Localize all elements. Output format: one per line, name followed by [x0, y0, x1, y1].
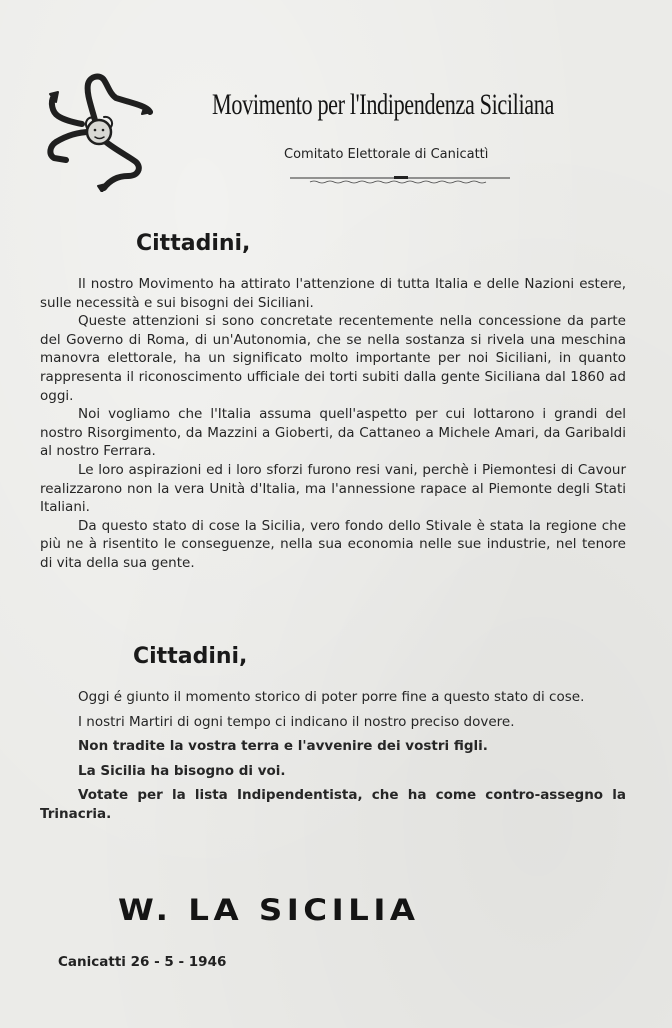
section-heading: Cittadini, [136, 231, 251, 256]
section-heading: Cittadini, [133, 644, 248, 669]
paragraph: Queste attenzioni si sono concretate recentemente nella concessione da parte del Governo di Roma, di un'Autonomia, che se nella sostanza si rivela una meschina manovra elettorale, ha un significato molto importante per noi Siciliani, in quanto rappresenta il riconoscimento ufficiale dei torti subiti dalla gente Siciliana dal 1860 ad oggi. [40, 313, 626, 404]
paragraph: Le loro aspirazioni ed i loro sforzi furono resi vani, perchè i Piemontesi di Cavour realizzarono non la vera Unità d'Italia, ma l'annessione rapace al Piemonte degli Stati Italiani. [40, 461, 626, 516]
paragraph: La Sicilia ha bisogno di voi. [78, 762, 286, 779]
ornamental-divider [290, 176, 510, 186]
committee-subtitle: Comitato Elettorale di Canicattì [284, 147, 489, 162]
place-date: Canicatti 26 - 5 - 1946 [58, 954, 227, 970]
paragraph: Votate per la lista Indipendentista, che ha come contro-assegno la Trinacria. [40, 787, 626, 822]
trinacria-icon [44, 72, 154, 192]
movement-title: Movimento per l'Indipendenza Siciliana [212, 88, 554, 121]
paragraph: Non tradite la vostra terra e l'avvenire dei vostri figli. [78, 738, 488, 755]
section-2-body [40, 688, 626, 830]
closing-slogan: W. LA SICILIA [118, 893, 420, 927]
paragraph: I nostri Martiri di ogni tempo ci indicano il nostro preciso dovere. [78, 713, 515, 730]
paragraph: Da questo stato di cose la Sicilia, vero fondo dello Stivale è stata la regione che più ne à risentito le conseguenze, nella sua economia nelle sue industrie, nel tenore di vita della sua gente. [40, 517, 626, 571]
paragraph: Oggi é giunto il momento storico di poter porre fine a questo stato di cose. [78, 689, 585, 705]
section-1-body [40, 275, 626, 573]
paragraph: Noi vogliamo che l'Italia assuma quell'aspetto per cui lottarono i grandi del nostro Risorgimento, da Mazzini a Gioberti, da Cattaneo a Michele Amari, da Garibaldi al nostro Ferrara. [40, 406, 626, 460]
paragraph: Il nostro Movimento ha attirato l'attenzione di tutta Italia e delle Nazioni estere, sulle necessità e sui bisogni dei Siciliani. [40, 276, 626, 311]
